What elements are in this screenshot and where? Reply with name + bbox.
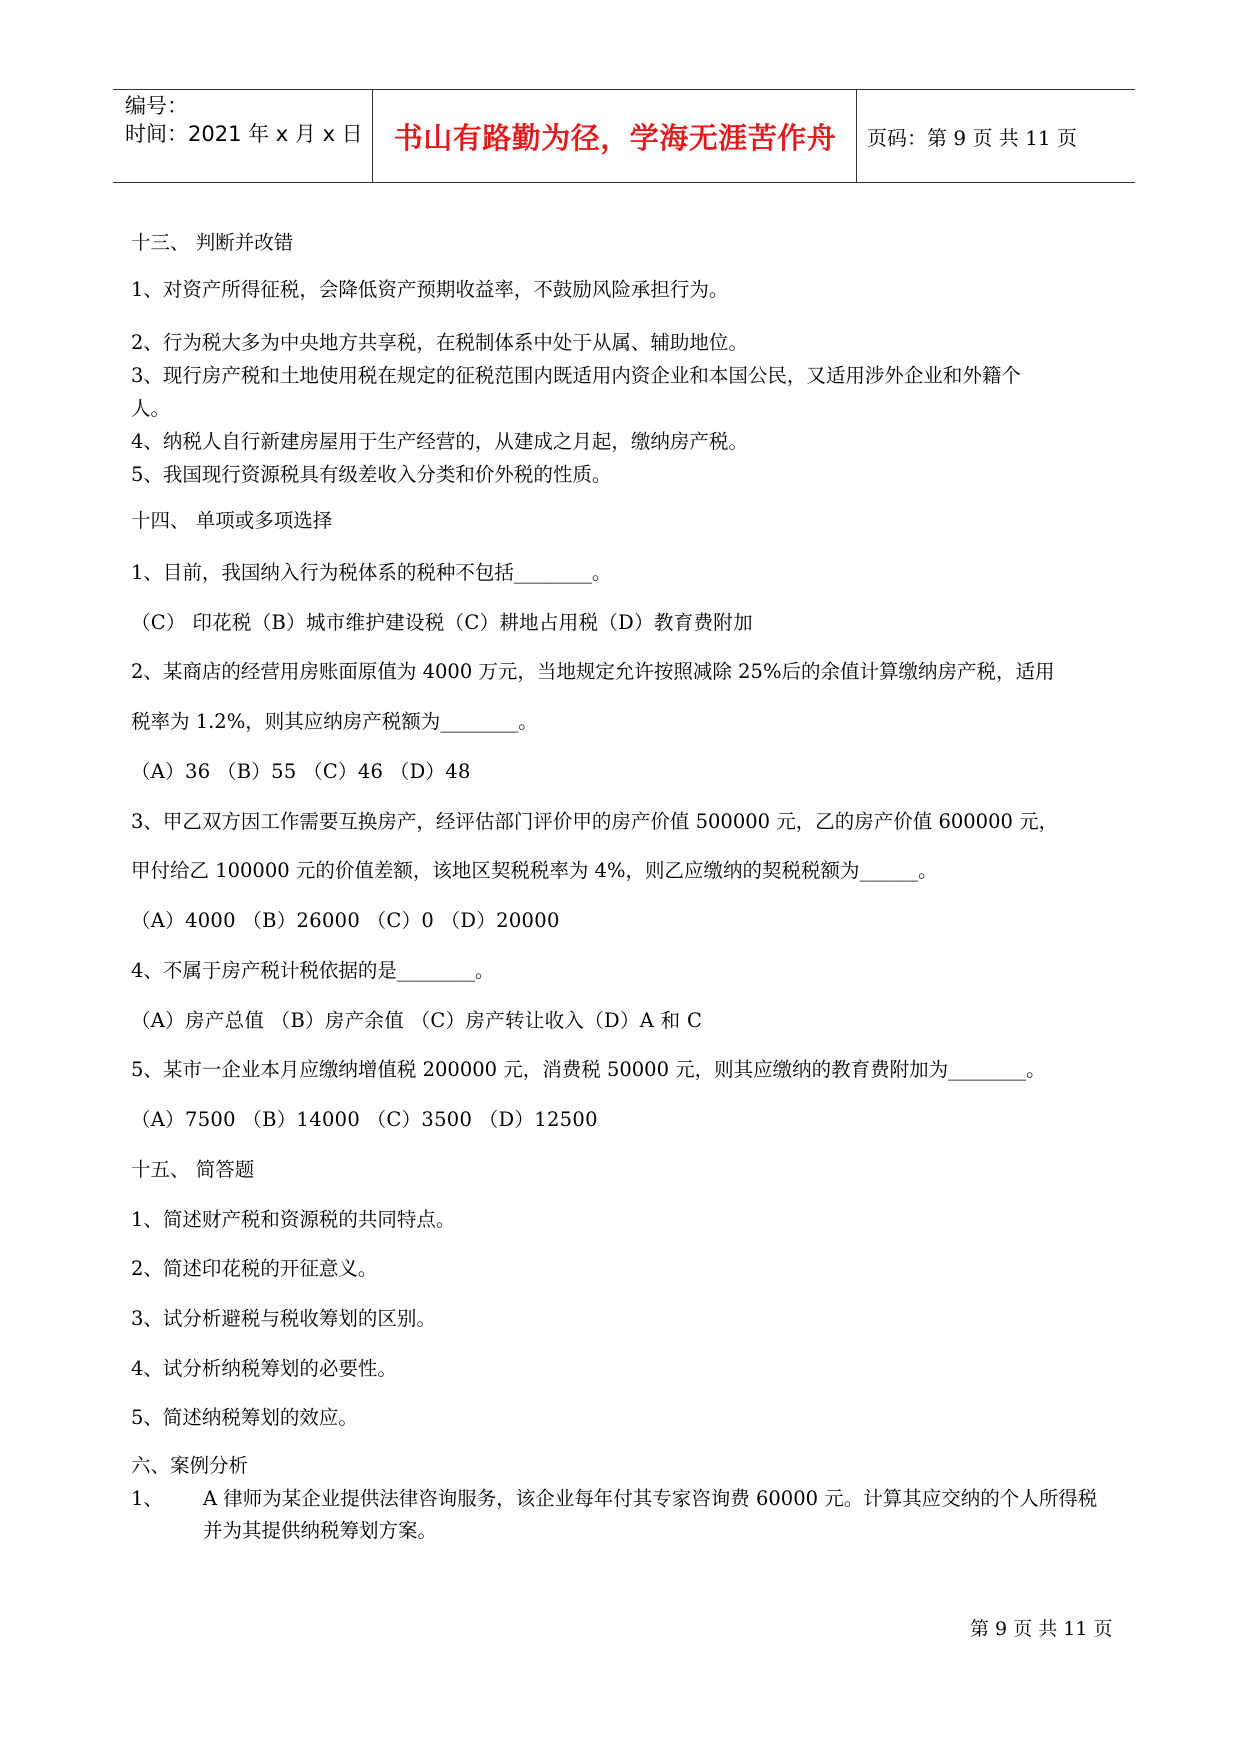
header-page-label: 页码：第 9 页 共 11 页 [867,125,1077,150]
question-item: 3、甲乙双方因工作需要互换房产，经评估部门评价甲的房产价值 500000 元，乙的房产价值 600000 元， [131,810,1059,833]
question-item-continued: 税率为 1.2%，则其应纳房产税额为________。 [131,710,538,733]
question-item-continued: 甲付给乙 100000 元的价值差额，该地区契税税率为 4%，则乙应缴纳的契税税额为______。 [131,859,938,882]
question-item: 5、某市一企业本月应缴纳增值税 200000 元，消费税 50000 元，则其应缴纳的教育费附加为________。 [131,1058,1046,1081]
question-item: 2、简述印花税的开征意义。 [131,1257,378,1280]
header-meta [125,92,375,148]
answer-options: （A）4000 （B）26000 （C）0 （D）20000 [131,909,560,932]
section-title: 十五、 简答题 [131,1158,255,1181]
answer-options: （C） 印花税（B）城市维护建设税（C）耕地占用税（D）教育费附加 [131,611,753,634]
question-item: 4、不属于房产税计税依据的是________。 [131,959,495,982]
number-label: 编号： [125,94,188,118]
question-item: 5、我国现行资源税具有级差收入分类和价外税的性质。 [131,463,612,486]
answer-options: （A）7500 （B）14000 （C）3500 （D）12500 [131,1108,598,1131]
answer-options: （A）36 （B）55 （C）46 （D）48 [131,760,471,783]
section-title: 十三、 判断并改错 [131,231,294,254]
case-item-text: A 律师为某企业提供法律咨询服务，该企业每年付其专家咨询费 60000 元。计算其应交纳的个人所得税并为其提供纳税筹划方案。 [203,1487,1098,1542]
question-item: 4、试分析纳税筹划的必要性。 [131,1357,397,1380]
question-item: 3、现行房产税和土地使用税在规定的征税范围内既适用内资企业和本国公民，又适用涉外企业和外籍个 [131,364,1021,387]
section-title: 十四、 单项或多项选择 [131,509,333,532]
header-divider [856,90,857,182]
page-footer: 第 9 页 共 11 页 [970,1618,1113,1640]
question-item: 2、行为税大多为中央地方共享税，在税制体系中处于从属、辅助地位。 [131,331,748,354]
header-motto: 书山有路勤为径，学海无涯苦作舟 [393,120,837,155]
page-header [113,89,1135,183]
question-item: 1、对资产所得征税，会降低资产预期收益率，不鼓励风险承担行为。 [131,278,729,301]
question-item: 1、简述财产税和资源税的共同特点。 [131,1208,456,1231]
time-label: 时间：2021 年 x 月 x 日 [125,122,363,146]
answer-options: （A）房产总值 （B）房产余值 （C）房产转让收入（D）A 和 C [131,1009,703,1032]
question-item: 4、纳税人自行新建房屋用于生产经营的，从建成之月起，缴纳房产税。 [131,430,748,453]
question-item: 5、简述纳税筹划的效应。 [131,1406,358,1429]
question-item: 1、目前，我国纳入行为税体系的税种不包括________。 [131,561,612,584]
case-item-number: 1、 [131,1487,163,1510]
section-title: 六、案例分析 [131,1454,249,1477]
question-item: 3、试分析避税与税收筹划的区别。 [131,1307,436,1330]
question-item-continued: 人。 [131,397,171,420]
header-divider [372,90,373,182]
question-item: 2、某商店的经营用房账面原值为 4000 万元，当地规定允许按照减除 25%后的余值计算缴纳房产税，适用 [131,660,1055,683]
